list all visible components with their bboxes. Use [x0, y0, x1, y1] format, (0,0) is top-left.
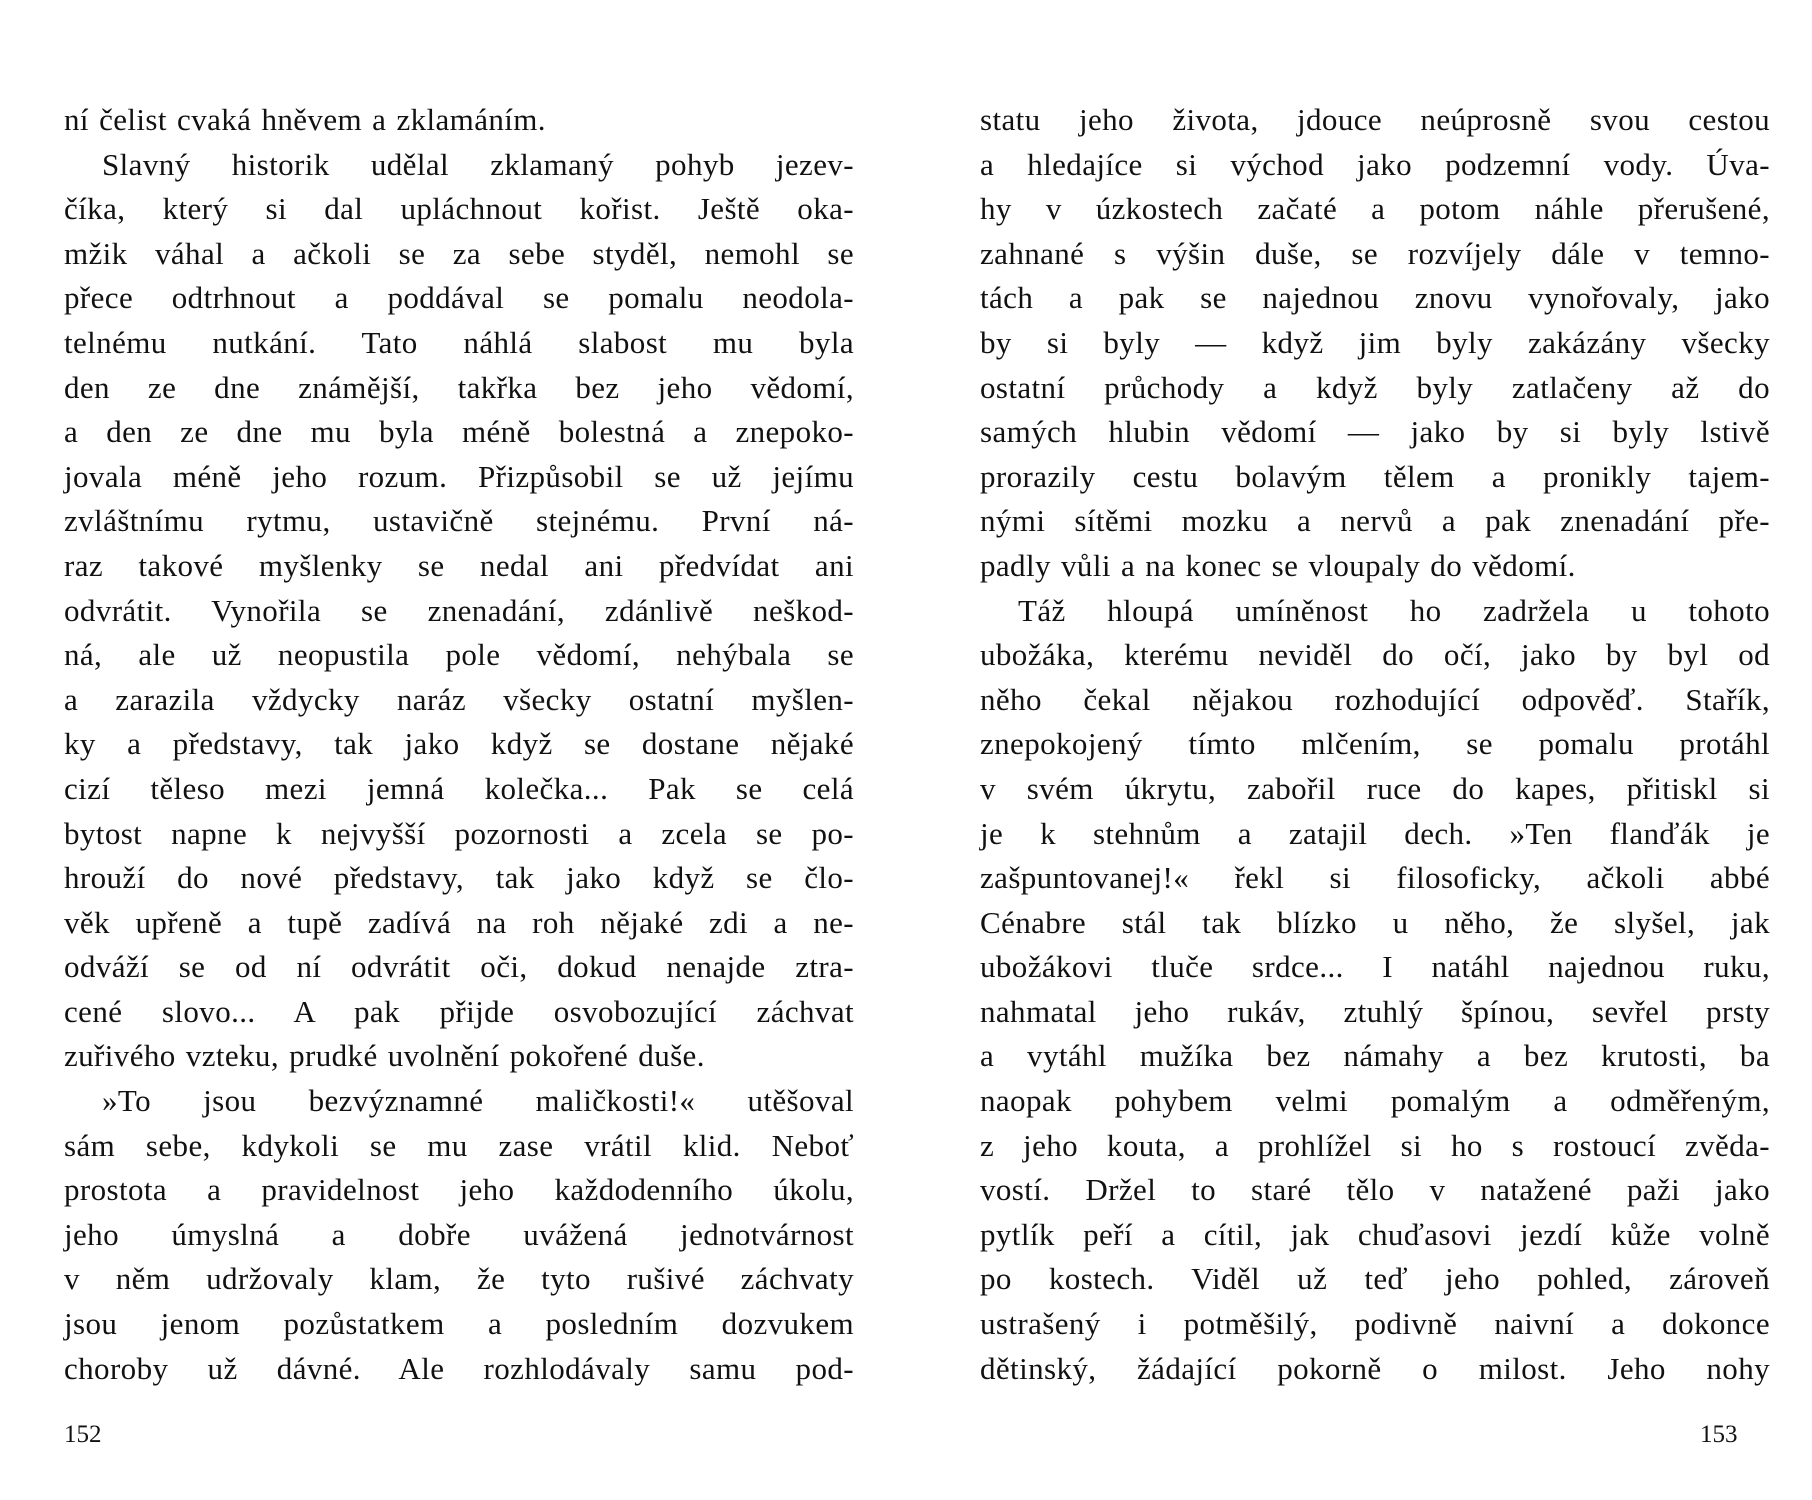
right-text-line: naopak pohybem velmi pomalým a odměřeným, [980, 1083, 1770, 1119]
left-text-line: raz takové myšlenky se nedal ani předvídat ani [64, 547, 854, 583]
right-text-line: ubožákovi tluče srdce... I natáhl najednou ruku, [980, 949, 1770, 985]
left-text-line: odvrátit. Vynořila se znenadání, zdánlivě neškod- [64, 592, 854, 628]
left-text-line: jsou jenom pozůstatkem a posledním dozvukem [64, 1306, 854, 1342]
left-text-line: Slavný historik udělal zklamaný pohyb jezev- [102, 146, 854, 182]
right-text-line: v svém úkrytu, zabořil ruce do kapes, přitiskl si [980, 770, 1770, 806]
right-text-line: prorazily cestu bolavým tělem a pronikly tajem- [980, 458, 1770, 494]
right-text-line: po kostech. Viděl už teď jeho pohled, zároveň [980, 1261, 1770, 1297]
right-text-line: vostí. Držel to staré tělo v natažené paži jako [980, 1172, 1770, 1208]
right-text-line: pytlík peří a cítil, jak chuďasovi jezdí kůže volně [980, 1216, 1770, 1252]
left-page-number: 152 [64, 1421, 102, 1448]
right-text-line: znepokojený tímto mlčením, se pomalu protáhl [980, 726, 1770, 762]
right-text-line: ubožáka, kterému neviděl do očí, jako by byl od [980, 637, 1770, 673]
left-page [64, 98, 854, 1391]
left-text-line: věk upřeně a tupě zadívá na roh nějaké zdi a ne- [64, 904, 854, 940]
left-page-text [64, 98, 854, 1391]
left-text-line: cizí těleso mezi jemná kolečka... Pak se celá [64, 770, 854, 806]
right-text-line: něho čekal nějakou rozhodující odpověď. Stařík, [980, 681, 1770, 717]
left-text-line: ná, ale už neopustila pole vědomí, nehýbala se [64, 637, 854, 673]
right-text-line: zašpuntovanej!« řekl si filosoficky, ačkoli abbé [980, 860, 1770, 896]
left-text-line: v něm udržovaly klam, že tyto rušivé záchvaty [64, 1261, 854, 1297]
left-text-line: bytost napne k nejvyšší pozornosti a zcela se po- [64, 815, 854, 851]
right-text-line: je k stehnům a zatajil dech. »Ten flanďák je [980, 815, 1770, 851]
right-text-line: ustrašený i potměšilý, podivně naivní a dokonce [980, 1306, 1770, 1342]
right-text-line: zahnané s výšin duše, se rozvíjely dále v temno- [980, 235, 1770, 271]
right-text-line: dětinský, žádající pokorně o milost. Jeho nohy [980, 1350, 1770, 1386]
right-page-number: 153 [1700, 1421, 1738, 1448]
right-page [980, 98, 1770, 1391]
right-text-line: samých hlubin vědomí — jako by si byly lstivě [980, 414, 1770, 450]
right-text-line: by si byly — když jim byly zakázány všecky [980, 324, 1770, 360]
left-text-line: ní čelist cvaká hněvem a zklamáním. [64, 102, 546, 137]
right-text-line: Táž hloupá umíněnost ho zadržela u tohoto [1018, 592, 1770, 628]
left-text-line: mžik váhal a ačkoli se za sebe styděl, nemohl se [64, 235, 854, 271]
right-text-line: statu jeho života, jdouce neúprosně svou cestou [980, 102, 1770, 137]
right-text-line: a hledajíce si východ jako podzemní vody. Úva- [980, 146, 1770, 182]
right-text-line: ostatní průchody a když byly zatlačeny až do [980, 369, 1770, 405]
right-text-line: z jeho kouta, a prohlížel si ho s rostoucí zvěda- [980, 1127, 1770, 1163]
left-text-line: odváží se od ní odvrátit oči, dokud nenajde ztra- [64, 949, 854, 985]
left-text-line: »To jsou bezvýznamné maličkosti!« utěšoval [102, 1083, 854, 1119]
right-text-line: hy v úzkostech začaté a potom náhle přerušené, [980, 191, 1770, 227]
left-text-line: telnému nutkání. Tato náhlá slabost mu byla [64, 324, 854, 360]
left-text-line: zuřivého vzteku, prudké uvolnění pokořené duše. [64, 1038, 705, 1074]
left-text-line: zvláštnímu rytmu, ustavičně stejnému. První ná- [64, 503, 854, 539]
right-text-line: padly vůli a na konec se vloupaly do vědomí. [980, 547, 1576, 583]
right-text-line: tách a pak se najednou znovu vynořovaly, jako [980, 280, 1770, 316]
left-text-line: hrouží do nové představy, tak jako když se člo- [64, 860, 854, 896]
left-text-line: ky a představy, tak jako když se dostane nějaké [64, 726, 854, 762]
left-text-line: přece odtrhnout a poddával se pomalu neodola- [64, 280, 854, 316]
left-text-line: jovala méně jeho rozum. Přizpůsobil se už jejímu [64, 458, 854, 494]
right-text-line: a vytáhl mužíka bez námahy a bez krutosti, ba [980, 1038, 1770, 1074]
left-text-line: sám sebe, kdykoli se mu zase vrátil klid. Neboť [64, 1127, 854, 1163]
right-text-line: Cénabre stál tak blízko u něho, že slyšel, jak [980, 904, 1770, 940]
left-text-line: a zarazila vždycky naráz všecky ostatní myšlen- [64, 681, 854, 717]
left-text-line: prostota a pravidelnost jeho každodenního úkolu, [64, 1172, 854, 1208]
left-text-line: a den ze dne mu byla méně bolestná a znepoko- [64, 414, 854, 450]
left-text-line: den ze dne známější, takřka bez jeho vědomí, [64, 369, 854, 405]
right-text-line: nými sítěmi mozku a nervů a pak znenadání pře- [980, 503, 1770, 539]
right-text-line: nahmatal jeho rukáv, ztuhlý špínou, sevřel prsty [980, 993, 1770, 1029]
left-text-line: jeho úmyslná a dobře uvážená jednotvárnost [64, 1216, 854, 1252]
left-text-line: číka, který si dal upláchnout kořist. Ještě oka- [64, 191, 854, 227]
left-text-line: choroby už dávné. Ale rozhlodávaly samu pod- [64, 1350, 854, 1386]
left-text-line: cené slovo... A pak přijde osvobozující záchvat [64, 993, 854, 1029]
right-page-text [980, 98, 1770, 1391]
